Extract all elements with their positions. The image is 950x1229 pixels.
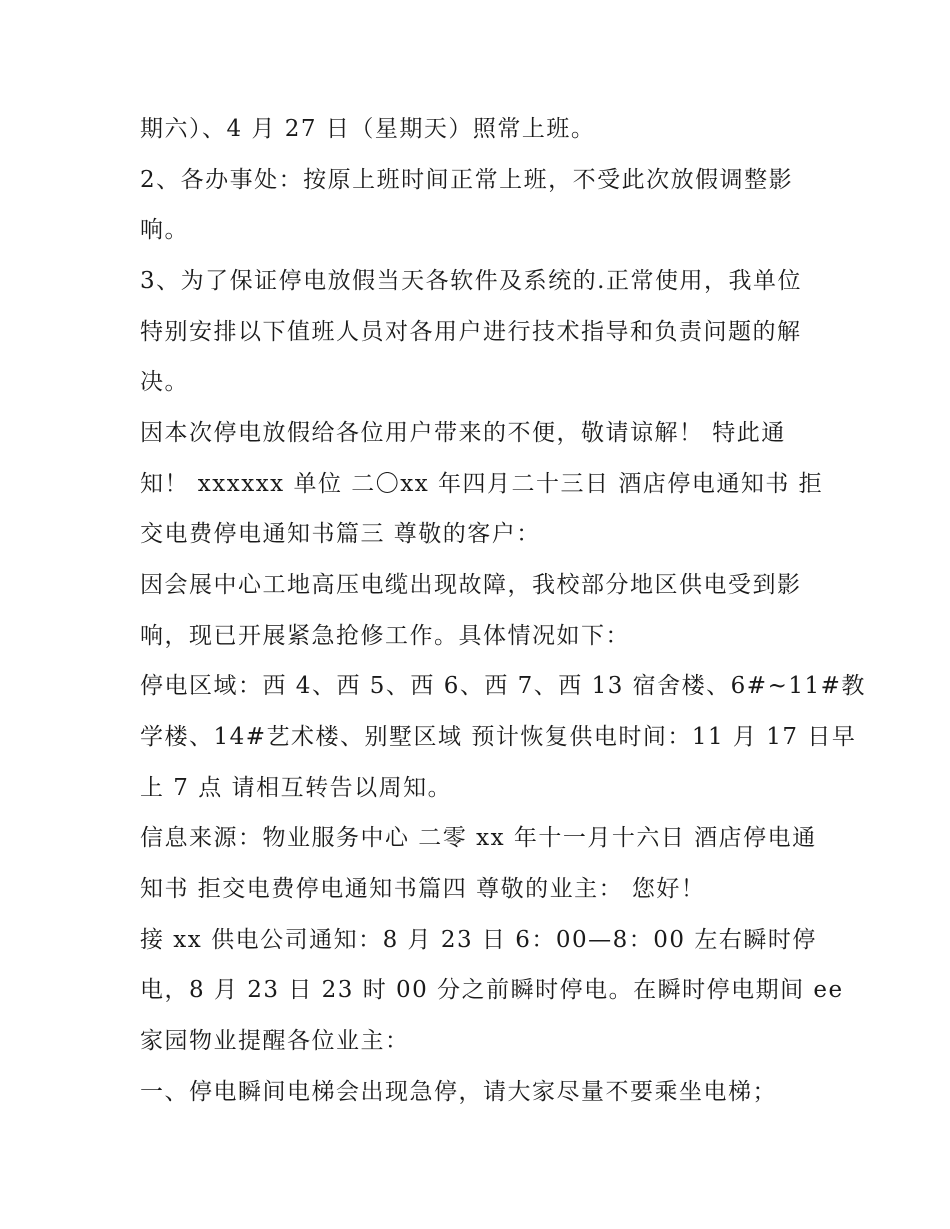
text-line: 期六）、4 月 27 日（星期天）照常上班。 bbox=[140, 116, 596, 142]
text-line: 特别安排以下值班人员对各用户进行技术指导和负责问题的解 bbox=[140, 319, 802, 345]
text-line: 信息来源：物业服务中心 二零 xx 年十一月十六日 酒店停电通 bbox=[140, 825, 817, 851]
text-line: 响。 bbox=[140, 217, 189, 243]
text-line: 学楼、14#艺术楼、别墅区域 预计恢复供电时间：11 月 17 日早 bbox=[140, 724, 857, 750]
text-line: 3、为了保证停电放假当天各软件及系统的.正常使用，我单位 bbox=[140, 268, 802, 294]
text-line: 交电费停电通知书篇三 尊敬的客户： bbox=[140, 521, 541, 547]
text-line: 知！ xxxxxx 单位 二〇xx 年四月二十三日 酒店停电通知书 拒 bbox=[140, 471, 824, 497]
text-line: 一、停电瞬间电梯会出现急停，请大家尽量不要乘坐电梯； bbox=[140, 1079, 777, 1105]
text-line: 接 xx 供电公司通知：8 月 23 日 6：00—8：00 左右瞬时停 bbox=[140, 927, 817, 953]
text-line: 停电区域：西 4、西 5、西 6、西 7、西 13 宿舍楼、6#~11#教 bbox=[140, 673, 866, 699]
text-line: 因本次停电放假给各位用户带来的不便，敬请谅解！ 特此通 bbox=[140, 420, 786, 446]
text-line: 因会展中心工地高压电缆出现故障，我校部分地区供电受到影 bbox=[140, 572, 802, 598]
text-line: 知书 拒交电费停电通知书篇四 尊敬的业主： 您好！ bbox=[140, 876, 706, 902]
text-line: 上 7 点 请相互转告以周知。 bbox=[140, 775, 453, 801]
text-line: 决。 bbox=[140, 369, 189, 395]
text-line: 电，8 月 23 日 23 时 00 分之前瞬时停电。在瞬时停电期间 ee bbox=[140, 977, 844, 1003]
text-line: 响，现已开展紧急抢修工作。具体情况如下： bbox=[140, 623, 630, 649]
text-line: 2、各办事处：按原上班时间正常上班，不受此次放假调整影 bbox=[140, 167, 794, 193]
text-line: 家园物业提醒各位业主： bbox=[140, 1028, 410, 1054]
